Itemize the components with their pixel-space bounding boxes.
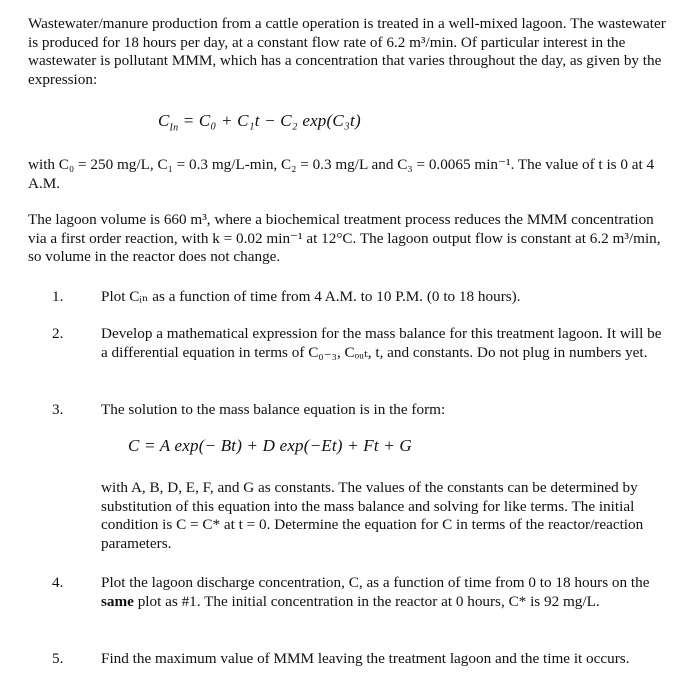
intro-paragraph: Wastewater/manure production from a cattle operation is treated in a well-mixed lagoon. The wastewater is produced for 18 hours per day, at a constant flow rate of 6.2 m³/min. Of particular interest in the wastewater is pollutant MMM, which has a concentration that varies throughout the day, as given by the expression: <box>28 15 666 88</box>
constants-paragraph: with C₀ = 250 mg/L, C₁ = 0.3 mg/L-min, C₂ = 0.3 mg/L and C₃ = 0.0065 min⁻¹. The value of t is 0 at 4 A.M. <box>28 156 655 192</box>
equation-lhs: C <box>158 111 170 130</box>
item-1-text: Plot Cᵢₙ as a function of time from 4 A.M. to 10 P.M. (0 to 18 hours). <box>101 288 521 305</box>
equation-rhs: = C₀ + C₁t − C₂ exp(C₃t) <box>182 111 361 130</box>
item-1-number: 1. <box>52 288 64 305</box>
item-5-text: Find the maximum value of MMM leaving the treatment lagoon and the time it occurs. <box>101 650 630 667</box>
item-4-emphasis: same <box>101 592 134 610</box>
item-4-text-before: Plot the lagoon discharge concentration, C, as a function of time from 0 to 18 hours on the <box>101 574 650 591</box>
item-5-number: 5. <box>52 650 64 667</box>
item-3-followup: with A, B, D, E, F, and G as constants. The values of the constants can be determined by substitution of this equation into the mass balance and solving for like terms. The initial condition is C = C* at t = 0. Determine the equation for C in terms of the reactor/reaction parameters. <box>101 479 644 552</box>
item-4-number: 4. <box>52 574 64 591</box>
equation-lhs-subscript: In <box>169 122 179 134</box>
item-2-text: Develop a mathematical expression for the mass balance for this treatment lagoon. It will be a differential equation in terms of C₀₋₃, Cₒᵤₜ, t, and constants. Do not plug in numbers yet. <box>101 325 662 361</box>
item-3-number: 3. <box>52 401 64 418</box>
concentration-equation <box>158 111 361 134</box>
solution-equation: C = A exp(− Bt) + D exp(−Et) + Ft + G <box>128 436 412 455</box>
item-4-text-after: plot as #1. The initial concentration in the reactor at 0 hours, C* is 92 mg/L. <box>133 592 600 610</box>
lagoon-paragraph: The lagoon volume is 660 m³, where a biochemical treatment process reduces the MMM concentration via a first order reaction, with k = 0.02 min⁻¹ at 12°C. The lagoon output flow is constant at 6.2 m³/min, so volume in the reactor does not change. <box>28 211 661 266</box>
item-2-number: 2. <box>52 325 64 342</box>
item-3-text: The solution to the mass balance equation is in the form: <box>101 401 446 418</box>
item-4-text <box>101 574 671 611</box>
